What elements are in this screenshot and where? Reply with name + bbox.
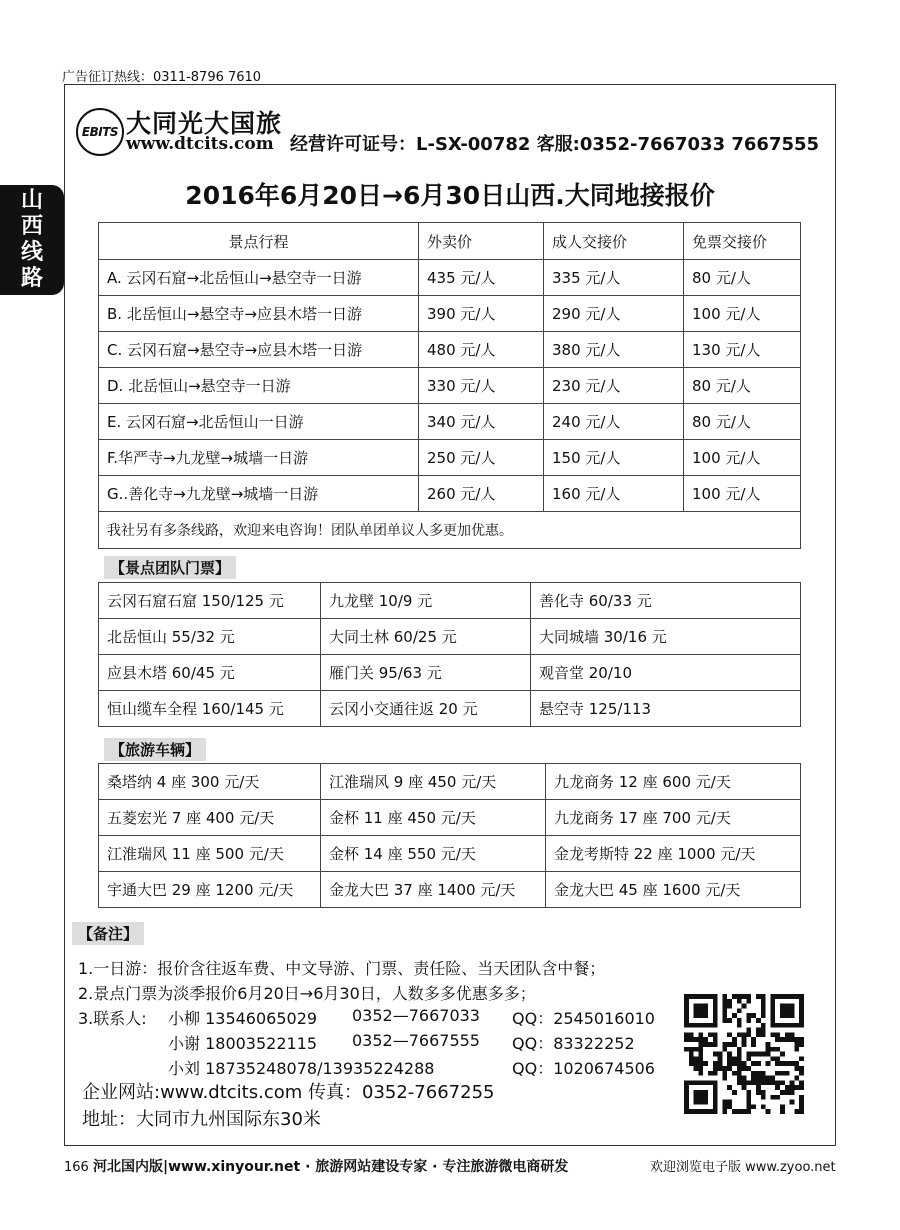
license-info: 经营许可证号：L-SX-00782 客服:0352-7667033 7667555	[290, 134, 820, 155]
logo-badge-icon	[76, 108, 124, 156]
vehicle-cell: 金杯 11 座 450 元/天	[321, 800, 546, 836]
price-cell: 80 元/人	[684, 260, 801, 296]
table-row	[99, 764, 801, 800]
table-row	[99, 440, 801, 476]
ad-hotline: 广告征订热线：0311-8796 7610	[62, 70, 262, 85]
side-tab-region	[0, 185, 64, 295]
ticket-cell: 悬空寺 125/113	[531, 691, 801, 727]
table-row	[99, 872, 801, 908]
price-cell: 160 元/人	[544, 476, 684, 512]
note-line-1: 1.一日游：报价含往返车费、中文导游、门票、责任险、当天团队含中餐；	[78, 959, 606, 978]
website-fax: 企业网站:www.dtcits.com 传真：0352-7667255	[82, 1082, 495, 1103]
ticket-cell: 云冈石窟石窟 150/125 元	[99, 583, 321, 619]
table-row	[99, 260, 801, 296]
price-cell: 480 元/人	[419, 332, 544, 368]
vehicles-section-label: 【旅游车辆】	[104, 738, 206, 761]
table-note-row	[99, 512, 801, 549]
page-number: 166	[64, 1160, 89, 1175]
vehicle-cell: 金龙考斯特 22 座 1000 元/天	[546, 836, 801, 872]
price-table	[98, 222, 801, 549]
price-cell: 435 元/人	[419, 260, 544, 296]
table-header-row	[99, 223, 801, 260]
contact-qq: QQ：1020674506	[512, 1059, 655, 1078]
ticket-cell: 大同土林 60/25 元	[321, 619, 531, 655]
footer-left	[64, 1156, 568, 1176]
price-cell: 260 元/人	[419, 476, 544, 512]
price-cell: 100 元/人	[684, 476, 801, 512]
table-row	[99, 691, 801, 727]
contact-name-phone: 小柳 13546065029	[168, 1009, 318, 1028]
logo-badge-text: EBITS	[81, 125, 119, 139]
vehicles-table	[98, 763, 801, 908]
contact-name-phone: 小谢 18003522115	[168, 1034, 318, 1053]
ticket-cell: 雁门关 95/63 元	[321, 655, 531, 691]
price-cell: 340 元/人	[419, 404, 544, 440]
price-cell: 80 元/人	[684, 368, 801, 404]
contact-qq: QQ：2545016010	[512, 1009, 655, 1028]
notes-section-label: 【备注】	[72, 922, 144, 945]
table-row	[99, 836, 801, 872]
price-cell: 290 元/人	[544, 296, 684, 332]
table-row	[99, 368, 801, 404]
price-cell: 80 元/人	[684, 404, 801, 440]
side-tab-char: 西	[20, 214, 43, 239]
contact-tel: 0352—7667033	[352, 1006, 480, 1025]
brand-url: www.dtcits.com	[126, 134, 274, 154]
table-row	[99, 583, 801, 619]
table-row	[99, 404, 801, 440]
table-note: 我社另有多条线路，欢迎来电咨询！团队单团单议人多更加优惠。	[99, 512, 801, 549]
vehicle-cell: 宇通大巴 29 座 1200 元/天	[99, 872, 321, 908]
ticket-cell: 应县木塔 60/45 元	[99, 655, 321, 691]
footer-publication: 河北国内版|www.xinyour.net · 旅游网站建设专家 · 专注旅游微电商研发	[92, 1159, 569, 1175]
header-cell: 免票交接价	[684, 223, 801, 260]
vehicle-cell: 江淮瑞风 11 座 500 元/天	[99, 836, 321, 872]
table-row	[99, 332, 801, 368]
footer-right: 欢迎浏览电子版 www.zyoo.net	[650, 1160, 836, 1175]
table-row	[99, 296, 801, 332]
brand-name: 大同光大国旅	[126, 109, 283, 138]
price-cell: 250 元/人	[419, 440, 544, 476]
route-cell: G..善化寺→九龙壁→城墙一日游	[99, 476, 419, 512]
route-cell: D. 北岳恒山→悬空寺一日游	[99, 368, 419, 404]
vehicle-cell: 五菱宏光 7 座 400 元/天	[99, 800, 321, 836]
contacts-prefix: 3.联系人:	[78, 1009, 147, 1028]
route-cell: E. 云冈石窟→北岳恒山一日游	[99, 404, 419, 440]
header-cell: 成人交接价	[544, 223, 684, 260]
price-cell: 380 元/人	[544, 332, 684, 368]
contact-tel: 0352—7667555	[352, 1031, 480, 1050]
qr-code-icon	[684, 994, 804, 1114]
price-cell: 130 元/人	[684, 332, 801, 368]
route-cell: F.华严寺→九龙壁→城墙一日游	[99, 440, 419, 476]
tickets-table	[98, 582, 801, 727]
page-title: 2016年6月20日→6月30日山西.大同地接报价	[185, 181, 715, 210]
route-cell: C. 云冈石窟→悬空寺→应县木塔一日游	[99, 332, 419, 368]
note-line-2: 2.景点门票为淡季报价6月20日→6月30日，人数多多优惠多多；	[78, 984, 536, 1003]
price-cell: 100 元/人	[684, 440, 801, 476]
table-row	[99, 476, 801, 512]
tickets-section-label: 【景点团队门票】	[104, 556, 236, 579]
table-row	[99, 800, 801, 836]
ticket-cell: 九龙壁 10/9 元	[321, 583, 531, 619]
header-cell: 景点行程	[99, 223, 419, 260]
vehicle-cell: 九龙商务 17 座 700 元/天	[546, 800, 801, 836]
contact-name-phone: 小刘 18735248078/13935224288	[168, 1059, 435, 1078]
contact-qq: QQ：83322252	[512, 1034, 635, 1053]
ticket-cell: 北岳恒山 55/32 元	[99, 619, 321, 655]
route-cell: A. 云冈石窟→北岳恒山→悬空寺一日游	[99, 260, 419, 296]
vehicle-cell: 桑塔纳 4 座 300 元/天	[99, 764, 321, 800]
side-tab-char: 线	[20, 240, 43, 265]
table-row	[99, 619, 801, 655]
price-cell: 150 元/人	[544, 440, 684, 476]
side-tab-char: 山	[20, 188, 43, 213]
ticket-cell: 善化寺 60/33 元	[531, 583, 801, 619]
price-cell: 335 元/人	[544, 260, 684, 296]
price-cell: 330 元/人	[419, 368, 544, 404]
vehicle-cell: 金龙大巴 37 座 1400 元/天	[321, 872, 546, 908]
table-row	[99, 655, 801, 691]
vehicle-cell: 金龙大巴 45 座 1600 元/天	[546, 872, 801, 908]
price-cell: 230 元/人	[544, 368, 684, 404]
price-cell: 240 元/人	[544, 404, 684, 440]
side-tab-char: 路	[20, 266, 43, 291]
route-cell: B. 北岳恒山→悬空寺→应县木塔一日游	[99, 296, 419, 332]
ticket-cell: 观音堂 20/10	[531, 655, 801, 691]
ticket-cell: 大同城墙 30/16 元	[531, 619, 801, 655]
price-cell: 100 元/人	[684, 296, 801, 332]
vehicle-cell: 金杯 14 座 550 元/天	[321, 836, 546, 872]
vehicle-cell: 九龙商务 12 座 600 元/天	[546, 764, 801, 800]
address: 地址：大同市九州国际东30米	[82, 1109, 321, 1130]
ticket-cell: 云冈小交通往返 20 元	[321, 691, 531, 727]
price-cell: 390 元/人	[419, 296, 544, 332]
header-cell: 外卖价	[419, 223, 544, 260]
vehicle-cell: 江淮瑞风 9 座 450 元/天	[321, 764, 546, 800]
ticket-cell: 恒山缆车全程 160/145 元	[99, 691, 321, 727]
